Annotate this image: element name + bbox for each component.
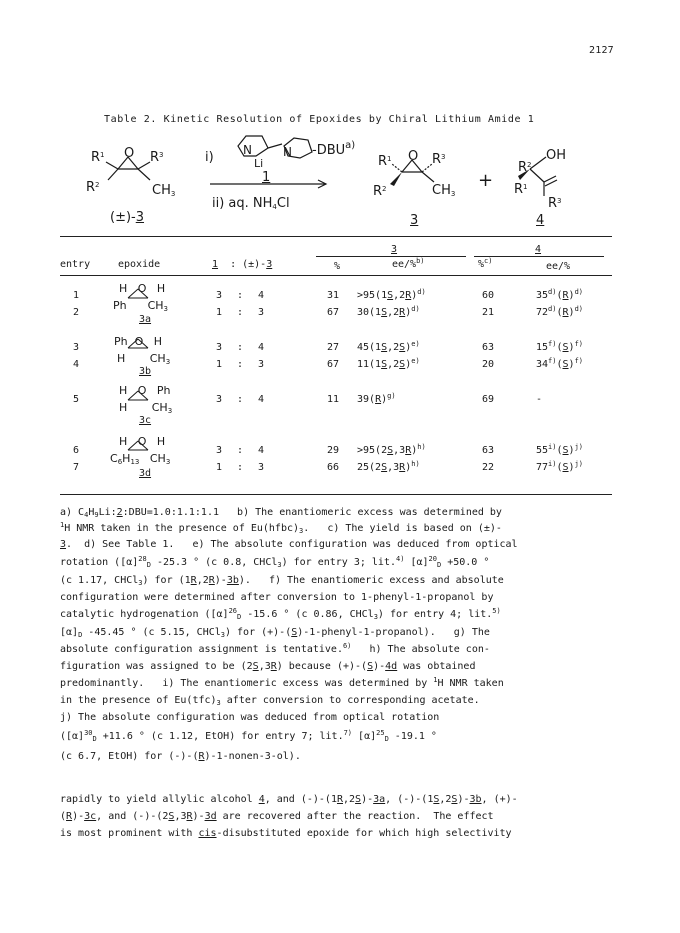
epoxide-3c-top: H O Ph [119,384,171,397]
table-title: Table 2. Kinetic Resolution of Epoxides by Chiral Lithium Amide 1 [104,114,535,125]
header-yield3: % [334,261,341,272]
cell-ee3: $25(2S,3R)^{h)}$ [357,460,420,473]
reactant-o-label: O [124,146,135,161]
ratio-separator: : [237,445,244,456]
cell-yield3: 67 [327,359,340,370]
group3-rule [316,256,466,257]
cell-ratio-a: 1 [216,462,223,473]
cell-ee4: $72^{d)}(R)^{d)}$ [536,305,584,318]
cell-entry: 1 [73,290,80,301]
header-bottom-rule [60,275,612,276]
alcohol-oh-label: OH [546,148,567,163]
product-ch3-label: $CH_3$ [432,183,456,198]
cell-ratio-b: 3 [258,307,265,318]
product-o-label: O [408,149,419,164]
group4-rule [474,256,604,257]
cell-ratio-b: 3 [258,359,265,370]
page-number: 2127 [589,45,614,56]
plus-sign: + [478,170,494,191]
footnote-line: (c 1.17, CHCl$_3$) for (1R,2R)-3b). f) The enantiomeric excess and absolute [60,575,504,587]
footnote-line: $^1$H NMR taken in the presence of $Eu(hfbc)_3$. c) The yield is based on (±)- [60,521,502,535]
cell-ee4: $77^{i)}(S)^{j)}$ [536,460,584,473]
reactant-r2-bond [108,169,118,180]
product-alcohol-label: 4 [536,213,545,228]
reactant-r3-bond [138,162,150,169]
reactant-r1-bond [106,162,118,169]
epoxide-3c-bottom: H $CH_3$ [119,401,173,415]
ratio-separator: : [237,462,244,473]
footnote-line: a) $C_4H_9Li:2:DBU=1.0:1.1:1.1$ b) The enantiomeric excess was determined by [60,507,502,519]
footnote-line: rotation ($[\alpha]^{28}_D$ -25.3 ° (c 0.8, CHCl$_3$) for entry 3; lit.$^{4)}$ $[\alpha]^{20}_D +50.0$ ° [60,555,490,569]
cell-yield3: 27 [327,342,340,353]
cell-yield4: 22 [482,462,495,473]
epoxide-3d-bottom: $C_6H_{13}$ $CH_3$ [110,452,171,466]
cell-yield3: 67 [327,307,340,318]
reactant-r2-label: $R^2$ [86,180,100,195]
body-text-line: rapidly to yield allylic alcohol 4, and (-)-(1R,2S)-3a, (-)-(1S,2S)-3b, (+)- [60,794,518,805]
cell-ee3: $39(R)^{g)}$ [357,392,396,405]
cell-ratio-a: 3 [216,290,223,301]
epoxide-3d-top: H O H [119,435,166,448]
product-wedge-bond [390,172,402,186]
reactant-r3-label: $R^3$ [150,150,164,165]
cell-ee4: $35^{d)}(R)^{d)}$ [536,288,584,301]
cell-yield4: 63 [482,342,495,353]
epoxide-3b-label: 3b [139,366,152,377]
cell-ee3: $11(1S,2S)^{e)}$ [357,357,420,370]
alcohol-r2-label: $R^2$ [518,160,532,175]
cell-entry: 3 [73,342,80,353]
epoxide-3a-label: 3a [139,314,152,325]
cell-ratio-b: 4 [258,290,265,301]
alcohol-oh-bond [530,157,546,169]
footnote-line: j) The absolute configuration was deduced from optical rotation [60,712,440,723]
reagent-dbu-label: -DBU$^{a)}$ [312,140,356,158]
reactant-r1-label: $R^1$ [91,150,105,165]
reactant-ch3-label: $CH_3$ [152,183,176,198]
reaction-scheme [0,124,680,244]
cell-entry: 5 [73,394,80,405]
alcohol-r3-label: $R^3$ [548,196,562,211]
cell-ratio-b: 4 [258,342,265,353]
ratio-separator: : [237,359,244,370]
cell-ratio-a: 3 [216,342,223,353]
reagent-n-label: N [283,145,292,159]
alcohol-vinyl-bond [530,169,544,182]
cell-ratio-b: 3 [258,462,265,473]
cell-ee3: $>95(1S,2R)^{d)}$ [357,288,426,301]
reagent-step-ii: ii) aq. $NH_4Cl$ [212,196,290,211]
cell-entry: 2 [73,307,80,318]
cell-ratio-a: 3 [216,445,223,456]
product-r1-label: $R^1$ [378,154,392,169]
cell-ratio-b: 4 [258,445,265,456]
reactant-ch3-bond [138,169,150,180]
reagent-li-label: Li [254,157,264,170]
epoxide-3a-top: H O H [119,282,166,295]
ratio-separator: : [237,290,244,301]
cell-entry: 6 [73,445,80,456]
cell-yield4: 20 [482,359,495,370]
reagent-number: 1 [262,170,271,185]
product-r3-label: $R^3$ [432,152,446,167]
cell-yield3: 31 [327,290,340,301]
table-top-rule [60,236,612,237]
cell-yield3: 11 [327,394,340,405]
header-group3: 3 [391,244,398,255]
header-epoxide: epoxide [118,259,161,270]
ratio-separator: : [237,394,244,405]
cell-yield3: 66 [327,462,340,473]
epoxide-3d-label: 3d [139,468,152,479]
header-ee4: ee/% [546,261,571,272]
cell-yield4: 21 [482,307,495,318]
epoxide-3b-top: Ph O H [114,335,163,348]
header-ratio: 1 : (±)-3 [212,259,273,270]
table-bottom-rule [60,494,612,495]
footnote-line: (c 6.7, EtOH) for (-)-(R)-1-nonen-3-ol). [60,751,301,762]
product-r2-label: $R^2$ [373,184,387,199]
footnote-line: catalytic hydrogenation ($[\alpha]^{26}_D$ -15.6 ° (c 0.86, CHCl$_3$) for entry 4; lit.$^{5)}$ [60,607,501,621]
footnote-line: figuration was assigned to be (2S,3R) because (+)-(S)-4d was obtained [60,661,476,672]
footnote-line: absolute configuration assignment is tentative.$^{6)}$ h) The absolute con- [60,642,490,655]
product-epoxide-label: 3 [410,213,419,228]
ratio-separator: : [237,307,244,318]
footnote-line: predominantly. i) The enantiomeric excess was determined by $^1$H NMR taken [60,676,504,689]
cell-yield4: 69 [482,394,495,405]
cell-ratio-a: 3 [216,394,223,405]
reactant-label: (±)-3 [110,210,145,225]
alcohol-r1-label: $R^1$ [514,182,528,197]
cell-yield4: 63 [482,445,495,456]
epoxide-3b-bottom: H $CH_3$ [117,352,171,366]
cell-ee4: $34^{f)}(S)^{f)}$ [536,357,584,370]
product-hashed-bond [422,164,432,172]
cell-ratio-b: 4 [258,394,265,405]
cell-entry: 4 [73,359,80,370]
header-ee3: ee/%$^{b)}$ [392,257,425,270]
cell-ee4: - [536,394,543,405]
cell-ee4: $15^{f)}(S)^{f)}$ [536,340,584,353]
reagent-n-label: N [243,143,252,157]
footnote-line: in the presence of $Eu(tfc)_3$ after conversion to corresponding acetate. [60,695,480,707]
footnote-line: ($[\alpha]^{30}_D +11.6$ ° (c 1.12, EtOH) for entry 7; lit.$^{7)}$ $[\alpha]^{25}_D$ -19.1 ° [60,729,437,743]
cell-ratio-a: 1 [216,359,223,370]
cell-entry: 7 [73,462,80,473]
cell-yield3: 29 [327,445,340,456]
header-group4: 4 [535,244,542,255]
footnote-line: $[\alpha]_D$ -45.45 ° (c 5.15, CHCl$_3$) for (+)-(S)-1-phenyl-1-propanol). g) The [60,627,490,639]
footnote-line: 3. d) See Table 1. e) The absolute configuration was deduced from optical [60,539,518,550]
footnote-line: configuration were determined after conversion to 1-phenyl-1-propanol by [60,592,494,603]
body-text-line: is most prominent with cis-disubstituted epoxide for which high selectivity [60,828,512,839]
header-entry: entry [60,259,91,270]
epoxide-3a-bottom: Ph $CH_3$ [113,299,169,313]
ratio-separator: : [237,342,244,353]
header-yield4: %$^{c)}$ [478,257,493,270]
cell-ee3: $30(1S,2R)^{d)}$ [357,305,420,318]
epoxide-3c-label: 3c [139,415,152,426]
cell-ee3: $45(1S,2S)^{e)}$ [357,340,420,353]
reagent-step-i: i) [205,150,214,165]
product-ch3-bond [422,172,434,182]
cell-ee3: $>95(2S,3R)^{h)}$ [357,443,426,456]
cell-yield4: 60 [482,290,495,301]
reagent-linker [268,144,282,148]
cell-ee4: $55^{i)}(S)^{j)}$ [536,443,584,456]
product-hashed-bond [392,164,402,172]
cell-ratio-a: 1 [216,307,223,318]
body-text-line: (R)-3c, and (-)-(2S,3R)-3d are recovered after the reaction. The effect [60,811,494,822]
